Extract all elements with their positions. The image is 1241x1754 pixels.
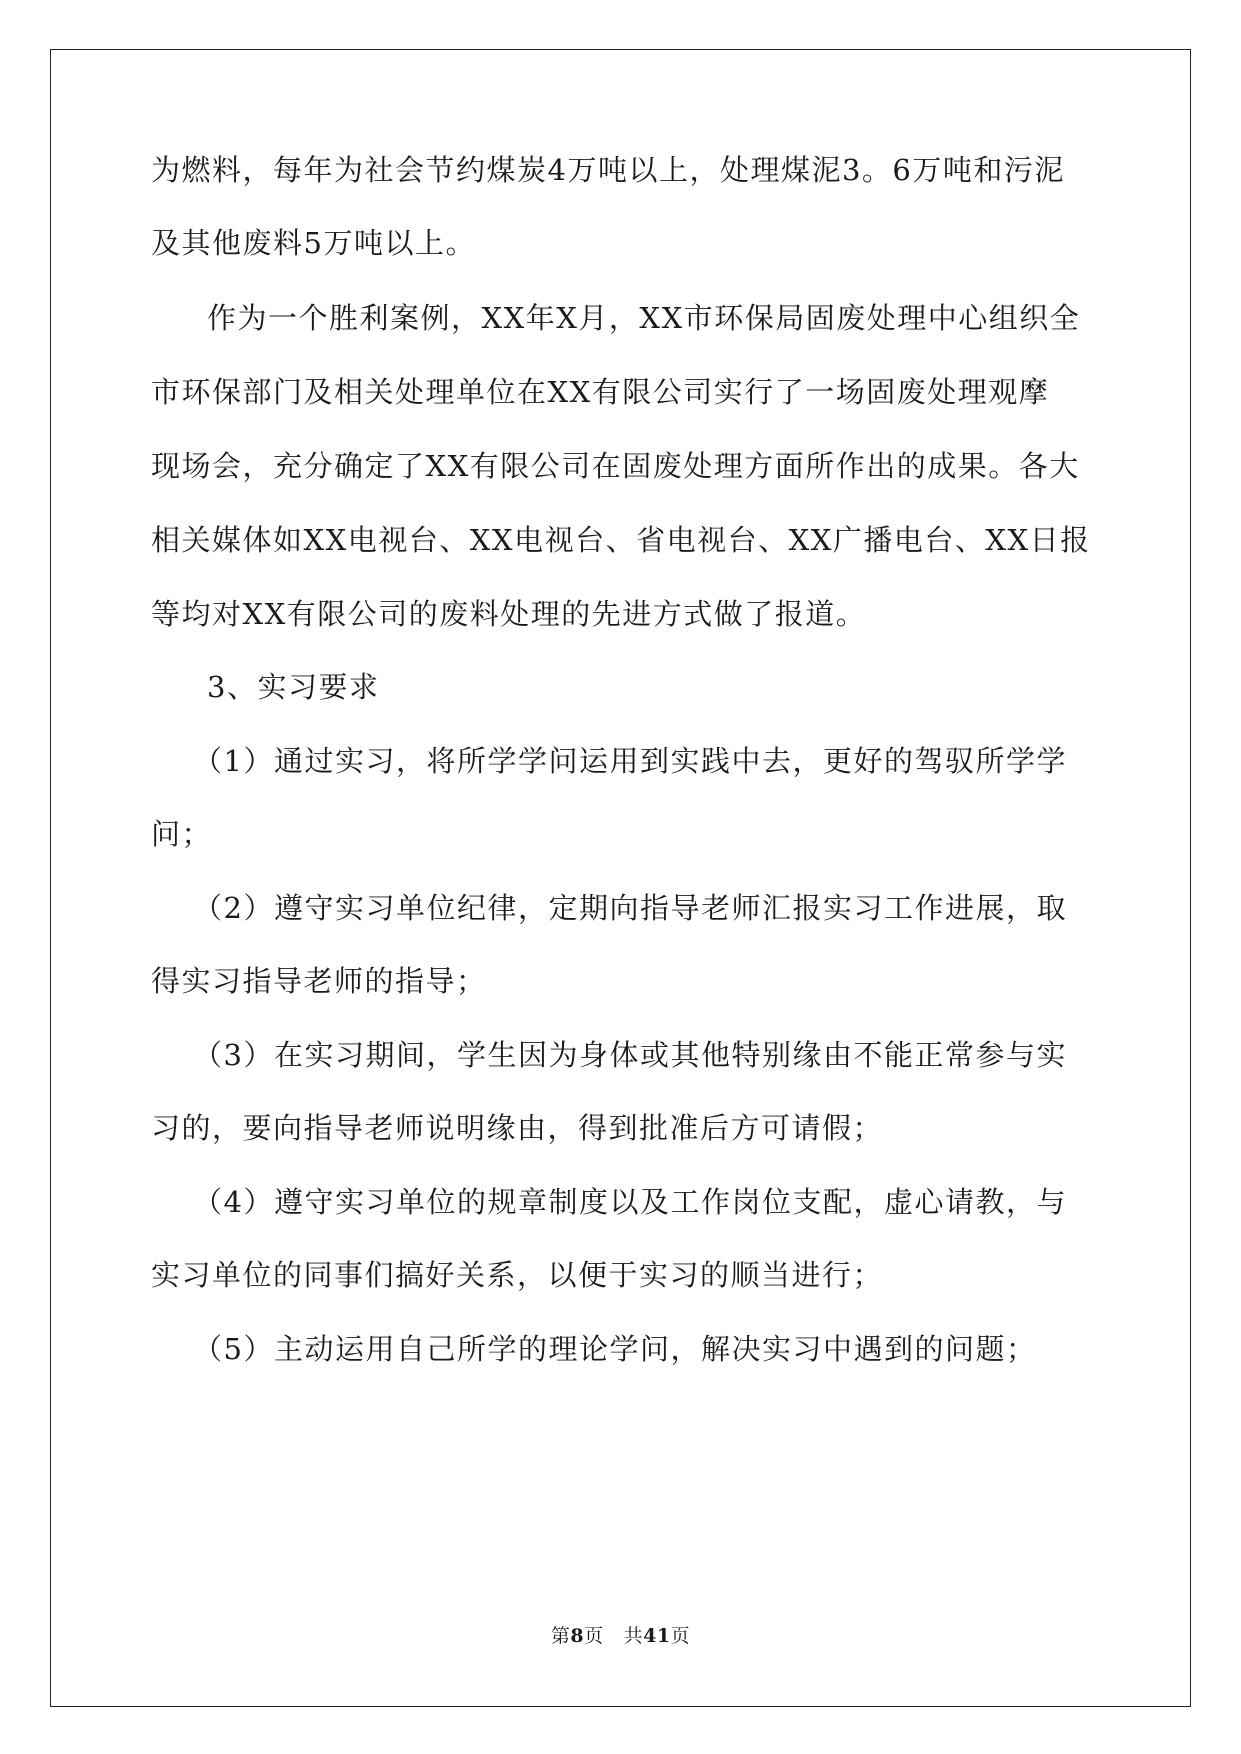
- paragraph-line: 为燃料，每年为社会节约煤炭4万吨以上，处理煤泥3。6万吨和污泥: [151, 153, 1065, 187]
- footer-total-prefix: 共: [623, 1625, 644, 1647]
- list-item-line: 实习单位的同事们搞好关系，以便于实习的顺当进行；: [151, 1258, 884, 1292]
- paragraph-line: 现场会，充分确定了XX有限公司在固废处理方面所作出的成果。各大: [151, 449, 1080, 483]
- list-item-line: 问；: [151, 817, 213, 851]
- footer-page-word: 页: [584, 1625, 604, 1647]
- list-item-line: （3）在实习期间，学生因为身体或其他特别缘由不能正常参与实: [193, 1038, 1067, 1072]
- paragraph-line: 作为一个胜利案例，XX年X月，XX市环保局固废处理中心组织全: [207, 301, 1081, 335]
- page-footer: [0, 1624, 1241, 1648]
- current-page-number: 8: [570, 1625, 585, 1647]
- section-heading: 3、实习要求: [207, 670, 380, 704]
- footer-prefix: 第: [550, 1625, 571, 1647]
- paragraph-line: 及其他废料5万吨以上。: [151, 226, 476, 260]
- list-item-line: （4）遵守实习单位的规章制度以及工作岗位支配，虚心请教，与: [193, 1185, 1067, 1219]
- paragraph-line: 市环保部门及相关处理单位在XX有限公司实行了一场固废处理观摩: [151, 375, 1050, 409]
- list-item-line: （5）主动运用自己所学的理论学问，解决实习中遇到的问题；: [193, 1332, 1037, 1366]
- list-item-line: （1）通过实习，将所学学问运用到实践中去，更好的驾驭所学学: [193, 744, 1067, 778]
- paragraph-line: 等均对XX有限公司的废料处理的先进方式做了报道。: [151, 597, 867, 631]
- paragraph-line: 相关媒体如XX电视台、XX电视台、省电视台、XX广播电台、XX日报: [151, 523, 1091, 557]
- total-pages-number: 41: [643, 1625, 671, 1647]
- list-item-line: （2）遵守实习单位纪律，定期向指导老师汇报实习工作进展，取: [193, 891, 1067, 925]
- list-item-line: 习的，要向指导老师说明缘由，得到批准后方可请假；: [151, 1111, 884, 1145]
- list-item-line: 得实习指导老师的指导；: [151, 964, 487, 998]
- footer-total-suffix: 页: [670, 1625, 691, 1647]
